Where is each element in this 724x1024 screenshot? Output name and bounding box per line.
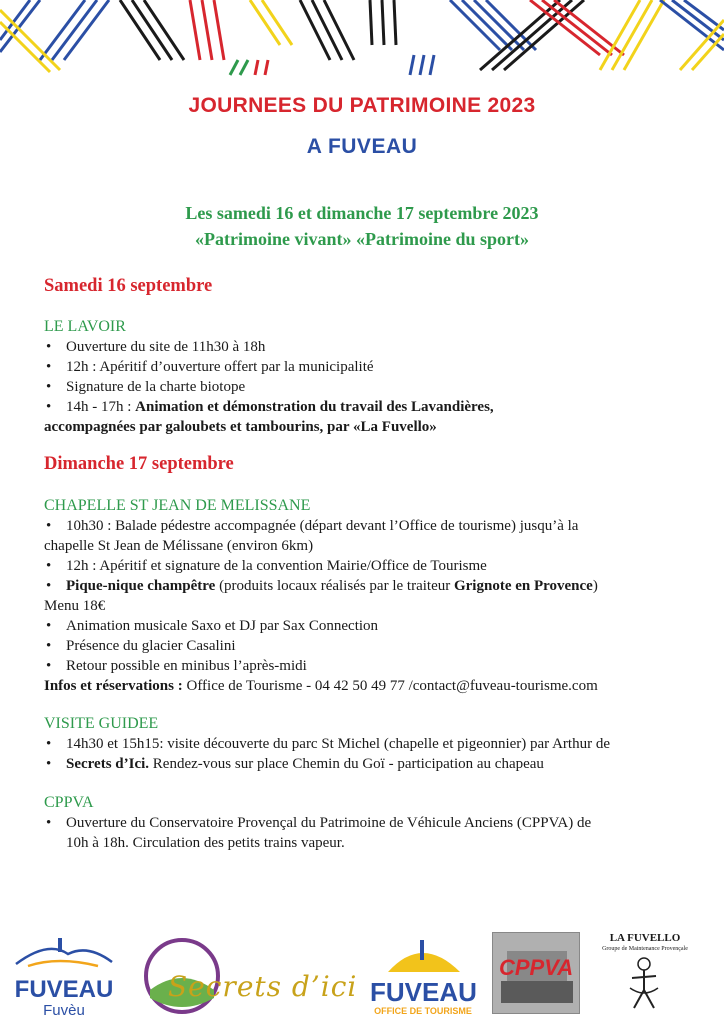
dancer-illustration-icon [592, 954, 698, 1012]
list-item: • Ouverture du site de 11h30 à 18h [44, 337, 684, 357]
event-dates: Les samedi 16 et dimanche 17 septembre 2023 [185, 203, 539, 223]
list-item-continued: accompagnées par galoubets et tambourins, par «La Fuvello» [44, 419, 437, 435]
list-item-continued: 10h à 18h. Circulation des petits trains vapeur. [66, 835, 345, 851]
infos-contact: Office de Tourisme - 04 42 50 49 77 /contact@fuveau-tourisme.com [186, 678, 598, 694]
la-fuvello-logo [592, 932, 698, 1016]
list-item-continued [44, 754, 684, 774]
chapelle-heading: CHAPELLE ST JEAN DE MELISSANE [44, 497, 311, 514]
list-item-continued: chapelle St Jean de Mélissane (environ 6km) [44, 538, 314, 554]
samedi-heading: Samedi 16 septembre [44, 276, 213, 296]
page-title: JOURNEES DU PATRIMOINE 2023 [188, 94, 536, 117]
decorative-banner [0, 0, 724, 80]
list-item: • Retour possible en minibus l’après-midi [44, 656, 684, 676]
fuveau-logo-name: FUVEAU [14, 976, 114, 1003]
list-item: • Signature de la charte biotope [44, 377, 684, 397]
list-item: • Animation musicale Saxo et DJ par Sax Connection [44, 616, 684, 636]
fuveau-logo-subtitle: Fuvèu [43, 1002, 85, 1019]
list-item: • 10h30 : Balade pédestre accompagnée (départ devant l’Office de tourisme) jusqu’à la [44, 516, 684, 536]
list-item-continued: Menu 18€ [44, 598, 106, 614]
list-item: • Ouverture du Conservatoire Provençal du Patrimoine de Véhicule Anciens (CPPVA) de [44, 813, 684, 833]
item-text: Rendez-vous sur place Chemin du Goï - participation au chapeau [149, 756, 544, 772]
lavoir-heading: LE LAVOIR [44, 318, 126, 335]
item-highlight: Secrets d’Ici. [66, 756, 150, 772]
partner-logos [0, 928, 724, 1018]
event-themes: «Patrimoine vivant» «Patrimoine du sport» [195, 229, 529, 249]
office-tourisme-icon [370, 934, 476, 974]
secrets-logo [142, 936, 360, 1016]
cppva-logo-text: CPPVA [499, 955, 574, 980]
item-time: 14h - 17h : [66, 399, 136, 415]
fuvello-logo-subtitle: Groupe de Maintenance Provençale [602, 946, 688, 952]
list-item: • 14h30 et 15h15: visite découverte du parc St Michel (chapelle et pigeonnier) par Arthur de [44, 734, 684, 754]
banner-stripes [0, 0, 724, 80]
office-tourisme-logo [370, 934, 476, 1016]
cppva-heading: CPPVA [44, 794, 94, 811]
program-content [44, 275, 684, 853]
list-item: • Présence du glacier Casalini [44, 636, 684, 656]
list-item: • 12h : Apéritif et signature de la convention Mairie/Office de Tourisme [44, 556, 684, 576]
infos-line [44, 676, 684, 696]
list-item: • 12h : Apéritif d’ouverture offert par la municipalité [44, 357, 684, 377]
office-logo-subtitle: OFFICE DE TOURISME [374, 1006, 472, 1016]
list-item [44, 576, 684, 596]
fuvello-logo-title: LA FUVELLO [609, 932, 681, 944]
item-highlight: Pique-nique champêtre [66, 578, 216, 594]
infos-label: Infos et réservations : [44, 678, 187, 694]
visite-heading: VISITE GUIDEE [44, 715, 159, 732]
item-text: (produits locaux réalisés par le traiteur [215, 578, 454, 594]
dimanche-heading: Dimanche 17 septembre [44, 454, 234, 474]
item-highlight: Animation et démonstration du travail des Lavandières, [135, 399, 494, 415]
fuveau-landscape-icon [8, 932, 120, 972]
cppva-logo [492, 932, 580, 1014]
office-logo-name: FUVEAU [370, 977, 477, 1007]
list-item [44, 397, 684, 417]
item-highlight: Grignote en Provence [453, 578, 593, 594]
item-text: ) [592, 578, 598, 594]
page-title-location: A FUVEAU [306, 135, 418, 158]
secrets-logo-text: Secrets d’ici [168, 970, 358, 1003]
fuveau-logo [8, 932, 120, 1019]
